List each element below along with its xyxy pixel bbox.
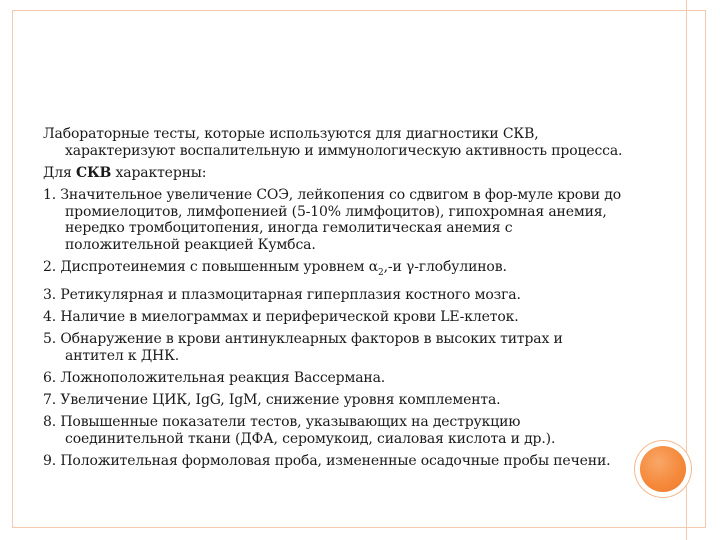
- right-border-line: [686, 0, 687, 540]
- list-item-7: 7. Увеличение ЦИК, IgG, IgM, снижение уровня комплемента.: [43, 392, 501, 409]
- slide-text-body: [43, 126, 623, 475]
- lead-suffix: характерны:: [111, 164, 207, 181]
- list-item-6: 6. Ложноположительная реакция Вассермана.: [43, 370, 386, 387]
- orange-circle-decoration: [640, 446, 686, 492]
- list-item-5: 5. Обнаружение в крови антинуклеарных факторов в высоких титрах и антител к ДНК.: [43, 331, 563, 364]
- lead-prefix: Для: [43, 164, 76, 181]
- lead-bold: СКВ: [75, 164, 112, 181]
- list-item-9: 9. Положительная формоловая проба, измененные осадочные пробы печени.: [43, 453, 611, 470]
- list-item-4: 4. Наличие в миелограммах и периферической крови LE-клеток.: [43, 309, 519, 326]
- list-item-8: 8. Повышенные показатели тестов, указывающих на деструкцию соединительной ткани (ДФА, серомукоид, сиаловая кислота и др.).: [43, 414, 556, 448]
- list-item-1: 1. Значительное увеличение СОЭ, лейкопения со сдвигом в фор-муле крови до промиелоцитов, лимфопенией (5-10% лимфоцитов), гипохромная анемия, нередко тромбоцитопения, иногда гемолитическая анемия с положительной реакцией Кумбса.: [43, 186, 622, 253]
- list-item-2: [43, 259, 623, 281]
- list-item-2-text: 2. Диспротеинемия с повышенным уровнем α: [43, 258, 379, 275]
- list-item-2-subscript: 2: [378, 267, 384, 278]
- list-item-3: 3. Ретикулярная и плазмоцитарная гиперплазия костного мозга.: [43, 286, 521, 303]
- list-item-2-rest: ,-и γ-глобулинов.: [383, 258, 507, 275]
- intro-paragraph: Лабораторные тесты, которые используются для диагностики СКВ, характеризуют воспалительную и иммунологическую активность процесса.: [43, 126, 623, 159]
- lead-line: [43, 165, 623, 182]
